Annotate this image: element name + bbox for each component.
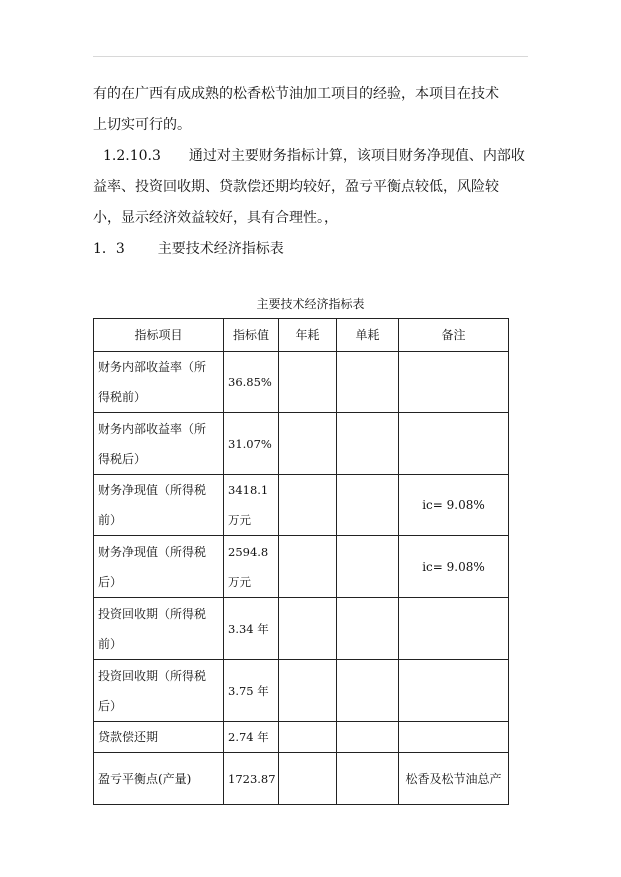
cell-item: 财务净现值（所得税 前）: [94, 475, 224, 536]
cell-unit: [337, 352, 399, 413]
header-rule: [93, 56, 528, 57]
cell-note: [399, 660, 509, 722]
cell-value: 36.85%: [224, 352, 279, 413]
header-note: 备注: [399, 319, 509, 352]
paragraph-2-line-3: 小，显示经济效益较好，具有合理性。，: [93, 210, 338, 226]
cell-unit: [337, 413, 399, 475]
cell-value: 2.74 年: [224, 722, 279, 753]
table-row: [94, 475, 509, 536]
cell-unit: [337, 753, 399, 805]
cell-annual: [279, 352, 337, 413]
cell-note: [399, 352, 509, 413]
section-title: 主要技术经济指标表: [157, 241, 284, 257]
cell-annual: [279, 660, 337, 722]
paragraph-2-line-2: 益率、投资回收期、贷款偿还期均较好，盈亏平衡点较低，风险较: [93, 179, 499, 195]
table-row: [94, 722, 509, 753]
cell-item: 投资回收期（所得税 前）: [94, 598, 224, 660]
cell-annual: [279, 536, 337, 598]
header-value: 指标值: [224, 319, 279, 352]
table-row: [94, 598, 509, 660]
cell-value: 1723.87: [224, 753, 279, 805]
header-unit: 单耗: [337, 319, 399, 352]
cell-item: 贷款偿还期: [94, 722, 224, 753]
cell-annual: [279, 598, 337, 660]
cell-item: 盈亏平衡点(产量): [94, 753, 224, 805]
table-row: [94, 352, 509, 413]
cell-item: 财务内部收益率（所 得税前）: [94, 352, 224, 413]
table-caption: 主要技术经济指标表: [256, 297, 365, 311]
cell-note: [399, 722, 509, 753]
table-row: [94, 660, 509, 722]
cell-note: [399, 598, 509, 660]
paragraph-1-line-1: 有的在广西有成成熟的松香松节油加工项目的经验，本项目在技术: [93, 86, 499, 102]
paragraph-2-line-1: 1.2.10.3 通过对主要财务指标计算，该项目财务净现值、内部收: [103, 148, 525, 164]
cell-annual: [279, 413, 337, 475]
cell-item: 财务内部收益率（所 得税后）: [94, 413, 224, 475]
cell-unit: [337, 660, 399, 722]
cell-note: ic= 9.08%: [399, 536, 509, 598]
cell-item: 财务净现值（所得税 后）: [94, 536, 224, 598]
table-header-row: [94, 319, 509, 352]
cell-unit: [337, 536, 399, 598]
table-row: [94, 413, 509, 475]
cell-unit: [337, 598, 399, 660]
cell-value: 3418.1 万元: [224, 475, 279, 536]
table-row: [94, 536, 509, 598]
cell-item: 投资回收期（所得税 后）: [94, 660, 224, 722]
cell-unit: [337, 722, 399, 753]
cell-value: 3.34 年: [224, 598, 279, 660]
cell-unit: [337, 475, 399, 536]
cell-value: 31.07%: [224, 413, 279, 475]
cell-value: 3.75 年: [224, 660, 279, 722]
indicator-table: [93, 318, 509, 805]
cell-note: [399, 413, 509, 475]
paragraph-1-line-2: 上切实可行的。: [93, 117, 191, 133]
cell-note: 松香及松节油总产: [399, 753, 509, 805]
header-annual: 年耗: [279, 319, 337, 352]
cell-value: 2594.8 万元: [224, 536, 279, 598]
header-item: 指标项目: [94, 319, 224, 352]
cell-annual: [279, 753, 337, 805]
cell-annual: [279, 475, 337, 536]
section-number: 1．3: [93, 241, 125, 257]
section-heading: [93, 240, 284, 258]
cell-annual: [279, 722, 337, 753]
table-row: [94, 753, 509, 805]
cell-note: ic= 9.08%: [399, 475, 509, 536]
